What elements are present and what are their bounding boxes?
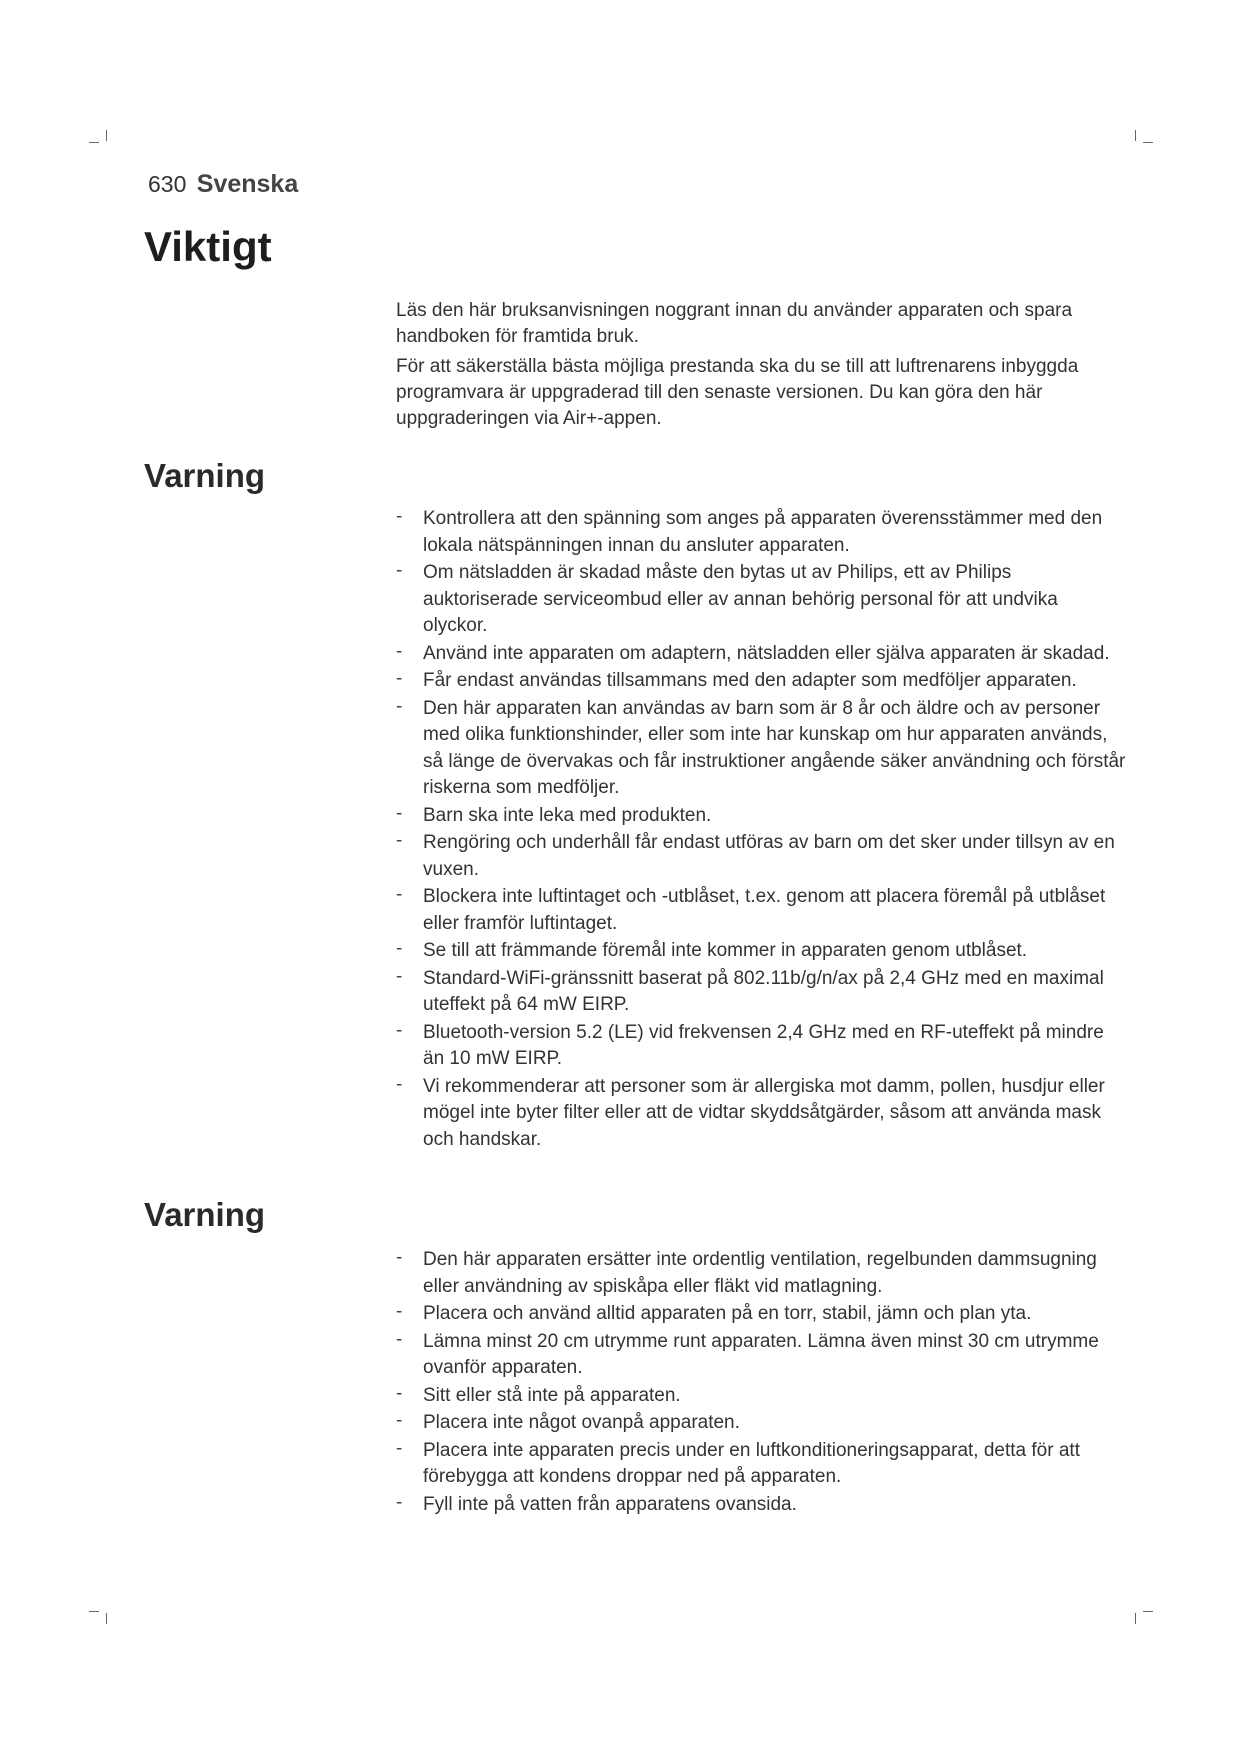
list-item: - Lämna minst 20 cm utrymme runt apparaten. Lämna även minst 30 cm utrymme ovanför apparaten. xyxy=(396,1328,1099,1378)
list-item: - Fyll inte på vatten från apparatens ovansida. xyxy=(396,1491,797,1515)
list-item: - Placera och använd alltid apparaten på en torr, stabil, jämn och plan yta. xyxy=(396,1301,1032,1324)
list-item: - Placera inte apparaten precis under en luftkonditioneringsapparat, detta för att förebygga att kondens droppar ned på apparaten. xyxy=(396,1437,1080,1487)
list-item: - Barn ska inte leka med produkten. xyxy=(396,802,712,826)
intro-text xyxy=(396,298,1126,436)
intro-paragraph: För att säkerställa bästa möjliga prestanda ska du se till att luftrenarens inbyggda programvara är uppgraderad till den senaste versionen. Du kan göra den här uppgraderingen via Air+-appen. xyxy=(396,356,1079,429)
language-label: Svenska xyxy=(196,170,299,198)
list-item: - Använd inte apparaten om adaptern, nätsladden eller själva apparaten är skadad. xyxy=(396,640,1110,664)
section-heading-warning-2: Varning xyxy=(144,1196,266,1233)
list-item: - Se till att främmande föremål inte kommer in apparaten genom utblåset. xyxy=(396,938,1028,961)
list-item: - Sitt eller stå inte på apparaten. xyxy=(396,1382,681,1406)
section-heading-warning-1: Varning xyxy=(144,457,266,494)
list-item: - Vi rekommenderar att personer som är allergiska mot damm, pollen, husdjur eller mögel inte byter filter eller att de vidtar skyddsåtgärder, såsom att använda mask och handskar. xyxy=(396,1073,1105,1150)
list-item: - Standard-WiFi-gränssnitt baserat på 802.11b/g/n/ax på 2,4 GHz med en maximal uteffekt på 64 mW EIRP. xyxy=(396,965,1104,1015)
warning-list-1 xyxy=(396,506,1126,1154)
list-item: - Placera inte något ovanpå apparaten. xyxy=(396,1410,740,1433)
list-item: - Kontrollera att den spänning som anges på apparaten överensstämmer med den lokala nätspänningen innan du ansluter apparaten. xyxy=(396,506,1103,556)
page-title: Viktigt xyxy=(144,223,272,270)
warning-list-2 xyxy=(396,1247,1126,1519)
list-item: - Får endast användas tillsammans med den adapter som medföljer apparaten. xyxy=(396,668,1077,691)
intro-paragraph: Läs den här bruksanvisningen noggrant innan du använder apparaten och spara handboken för framtida bruk. xyxy=(396,300,1073,347)
list-item: - Om nätsladden är skadad måste den bytas ut av Philips, ett av Philips auktoriserade serviceombud eller av annan behörig personal för att undvika olyckor. xyxy=(396,560,1058,636)
list-item: - Den här apparaten ersätter inte ordentlig ventilation, regelbunden dammsugning eller användning av spiskåpa eller fläkt vid matlagning. xyxy=(396,1247,1097,1297)
list-item: - Blockera inte luftintaget och -utblåset, t.ex. genom att placera föremål på utblåset eller framför luftintaget. xyxy=(396,884,1106,934)
list-item: - Bluetooth-version 5.2 (LE) vid frekvensen 2,4 GHz med en RF-uteffekt på mindre än 10 mW EIRP. xyxy=(396,1019,1104,1069)
list-item: - Rengöring och underhåll får endast utföras av barn om det sker under tillsyn av en vuxen. xyxy=(396,830,1115,880)
page-header xyxy=(148,170,298,198)
list-item: - Den här apparaten kan användas av barn som är 8 år och äldre och av personer med olika funktionshinder, eller som inte har kunskap om hur apparaten används, så länge de övervakas och får instruktioner angående säker användning och förstår riskerna som medföljer. xyxy=(396,695,1126,798)
page-number: 630 xyxy=(148,171,187,197)
